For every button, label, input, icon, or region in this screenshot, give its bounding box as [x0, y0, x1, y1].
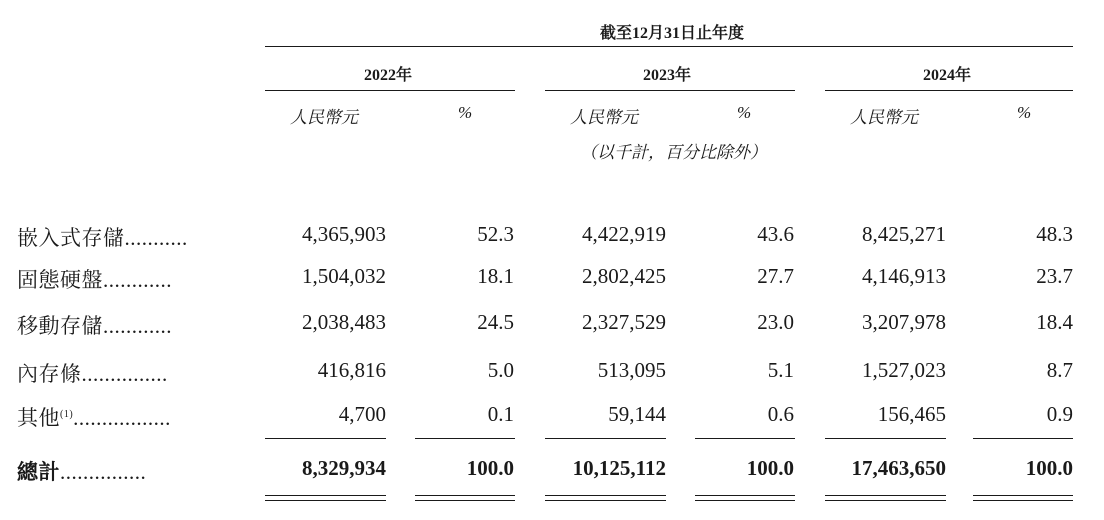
unit-rmb-2024: 人民幣元	[850, 108, 918, 127]
cell-2023-pct: 23.0	[757, 310, 794, 334]
row-label: 移動存儲............	[17, 314, 172, 338]
double-rule	[545, 500, 666, 501]
cell-2022-pct: 24.5	[477, 310, 514, 334]
year-rule-2022	[265, 90, 515, 91]
double-rule	[545, 495, 666, 496]
unit-pct-2023: %	[737, 103, 752, 122]
double-rule	[973, 495, 1073, 496]
double-rule	[415, 495, 515, 496]
cell-2022-rmb: 416,816	[317, 358, 386, 382]
period-header: 截至12月31日止年度	[600, 25, 745, 42]
cell-2024-rmb: 1,527,023	[862, 358, 946, 382]
subtotal-rule	[973, 438, 1073, 439]
cell-2023-rmb: 513,095	[597, 358, 666, 382]
total-2024-rmb: 17,463,650	[851, 456, 946, 480]
row-label: 內存條...............	[17, 362, 168, 386]
double-rule	[695, 495, 795, 496]
cell-2024-pct: 0.9	[1046, 402, 1073, 426]
cell-2024-rmb: 8,425,271	[862, 222, 946, 246]
year-rule-2024	[825, 90, 1073, 91]
cell-2024-rmb: 3,207,978	[862, 310, 946, 334]
subtotal-rule	[265, 438, 386, 439]
period-header-rule	[265, 46, 1073, 47]
unit-pct-2022: %	[458, 103, 473, 122]
cell-2022-pct: 52.3	[477, 222, 514, 246]
year-header-2022: 2022年	[364, 67, 413, 84]
cell-2023-pct: 5.1	[767, 358, 794, 382]
cell-2022-rmb: 4,365,903	[302, 222, 386, 246]
total-label: 總計...............	[17, 460, 147, 484]
total-2022-rmb: 8,329,934	[302, 456, 386, 480]
double-rule	[825, 500, 946, 501]
unit-rmb-2023: 人民幣元	[570, 108, 638, 127]
total-2022-pct: 100.0	[466, 456, 514, 480]
cell-2022-rmb: 1,504,032	[302, 264, 386, 288]
cell-2023-rmb: 4,422,919	[582, 222, 666, 246]
cell-2022-pct: 5.0	[487, 358, 514, 382]
total-2023-rmb: 10,125,112	[572, 456, 666, 480]
cell-2022-pct: 18.1	[477, 264, 514, 288]
footnote-marker: (1)	[60, 409, 74, 420]
cell-2023-rmb: 2,327,529	[582, 310, 666, 334]
cell-2024-pct: 48.3	[1036, 222, 1073, 246]
subtotal-rule	[545, 438, 666, 439]
year-header-2023: 2023年	[643, 67, 692, 84]
row-label: 其他$^{(1)}$.................	[17, 406, 171, 430]
total-2023-pct: 100.0	[746, 456, 794, 480]
double-rule	[265, 495, 386, 496]
cell-2022-rmb: 2,038,483	[302, 310, 386, 334]
subtotal-rule	[825, 438, 946, 439]
double-rule	[973, 500, 1073, 501]
cell-2023-pct: 43.6	[757, 222, 794, 246]
subtotal-rule	[415, 438, 515, 439]
double-rule	[265, 500, 386, 501]
cell-2023-pct: 0.6	[767, 402, 794, 426]
cell-2022-rmb: 4,700	[338, 402, 386, 426]
year-rule-2023	[545, 90, 795, 91]
double-rule	[695, 500, 795, 501]
unit-pct-2024: %	[1017, 103, 1032, 122]
unit-rmb-2022: 人民幣元	[290, 108, 358, 127]
cell-2024-pct: 8.7	[1046, 358, 1073, 382]
subtotal-rule	[695, 438, 795, 439]
double-rule	[825, 495, 946, 496]
total-2024-pct: 100.0	[1025, 456, 1073, 480]
cell-2024-rmb: 156,465	[877, 402, 946, 426]
row-label: 固態硬盤............	[17, 268, 172, 292]
year-header-2024: 2024年	[923, 67, 972, 84]
unit-note: （以千計，百分比除外）	[580, 143, 767, 162]
cell-2023-rmb: 2,802,425	[582, 264, 666, 288]
cell-2023-pct: 27.7	[757, 264, 794, 288]
cell-2024-rmb: 4,146,913	[862, 264, 946, 288]
cell-2024-pct: 23.7	[1036, 264, 1073, 288]
double-rule	[415, 500, 515, 501]
cell-2024-pct: 18.4	[1036, 310, 1073, 334]
cell-2023-rmb: 59,144	[608, 402, 666, 426]
cell-2022-pct: 0.1	[487, 402, 514, 426]
row-label: 嵌入式存儲...........	[17, 226, 188, 250]
